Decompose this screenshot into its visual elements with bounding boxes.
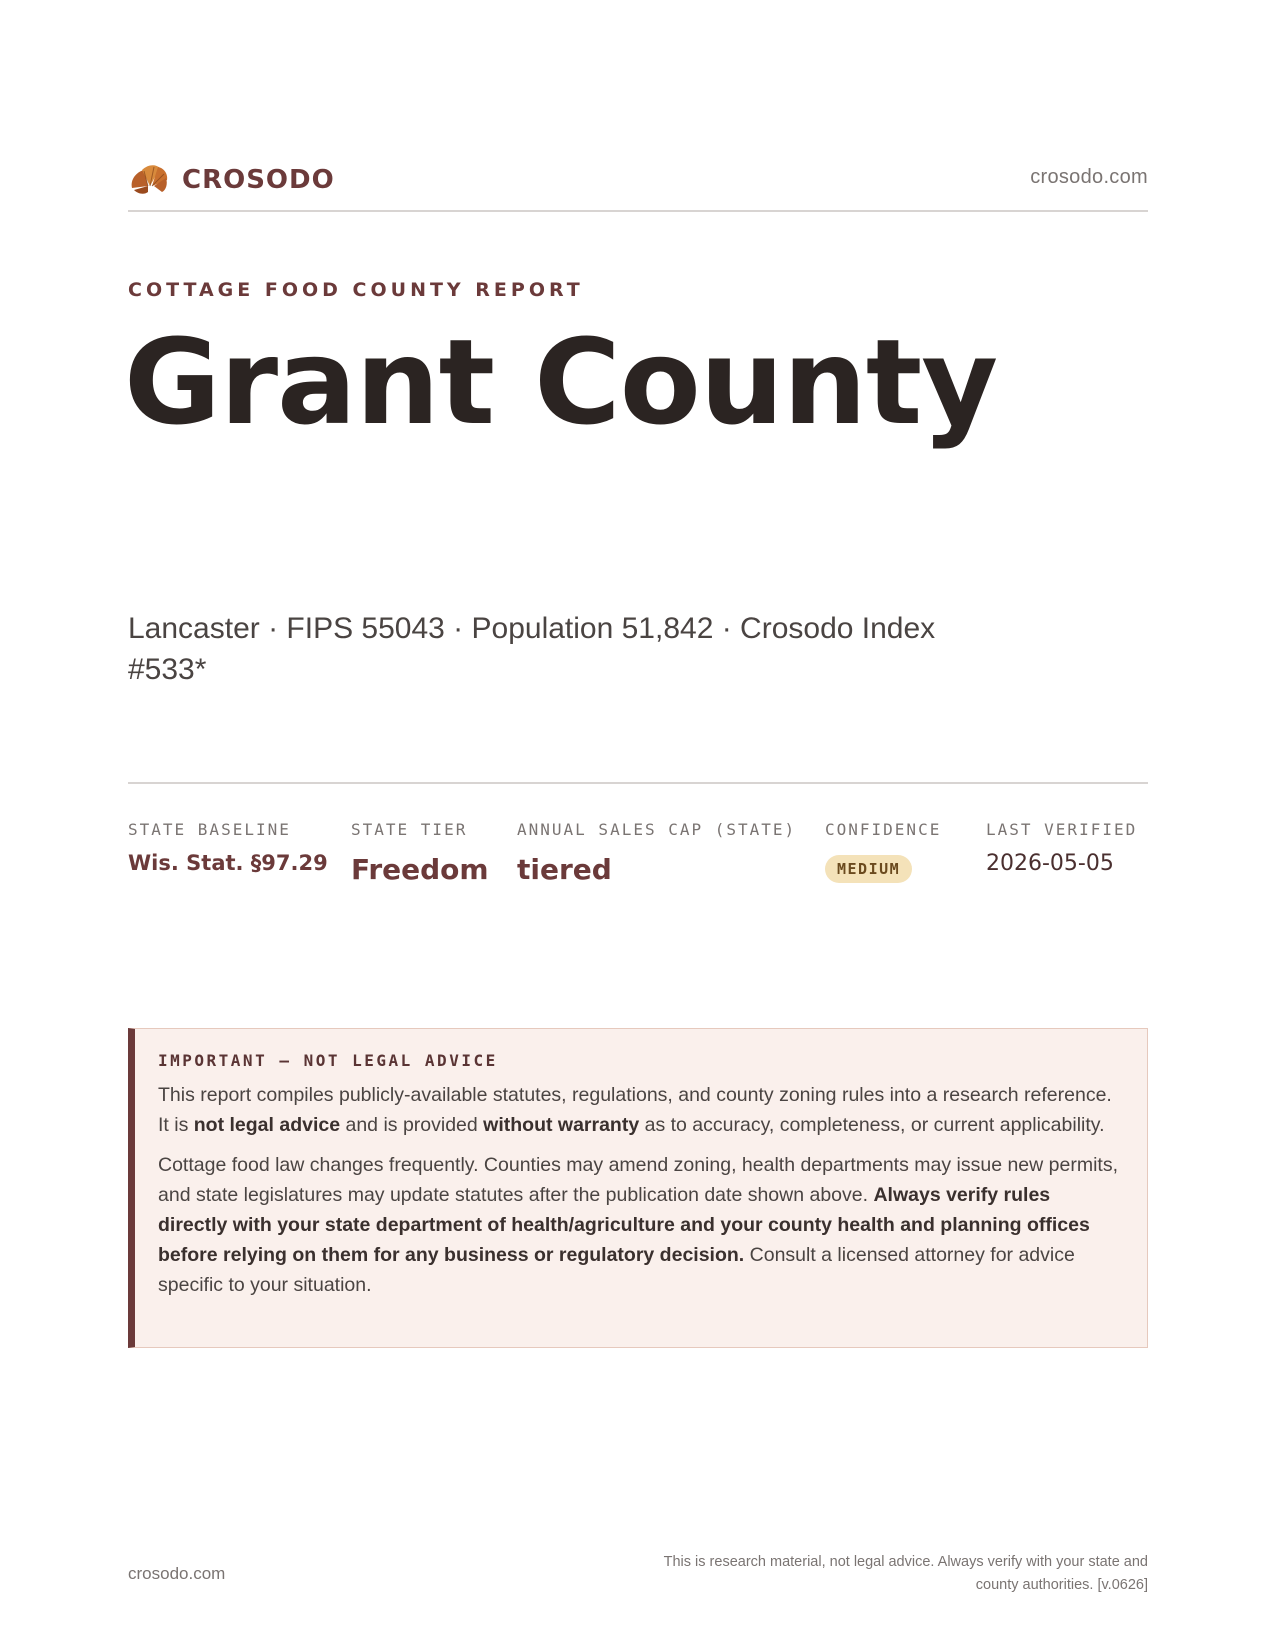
footer-disclaimer: This is research material, not legal advice. Always verify with your state and county authorities. [v.0626] (663, 1554, 1148, 1593)
divider (128, 782, 1148, 784)
stat-value: Wis. Stat. §97.29 (128, 851, 328, 875)
stat-value: Freedom (351, 853, 489, 886)
footer-site-link[interactable]: crosodo.com (128, 1564, 226, 1583)
notice-paragraph-2: Cottage food law changes frequently. Counties may amend zoning, health departments may issue new permits, and state legislatures may update statutes after the publication date shown above. Always verify rules directly with your state department of health/agriculture and your county health and planning offices before relying on them for any business or regulatory decision. Consult a licensed attorney for advice specific to your situation. (158, 1154, 1118, 1296)
legal-notice (128, 1028, 1148, 1348)
site-link[interactable]: crosodo.com (1030, 166, 1148, 188)
brand-name: CROSODO (182, 165, 335, 195)
notice-heading: IMPORTANT — NOT LEGAL ADVICE (158, 1051, 498, 1070)
page-title: Grant County (124, 313, 998, 451)
stat-label: CONFIDENCE (825, 820, 942, 839)
stat-label: STATE BASELINE (128, 820, 291, 839)
stat-label: STATE TIER (351, 820, 468, 839)
page-header (128, 158, 1148, 212)
stat-state-tier (351, 820, 517, 886)
stat-label: ANNUAL SALES CAP (STATE) (517, 820, 797, 839)
croissant-icon (128, 162, 170, 198)
stat-sales-cap (517, 820, 825, 886)
county-subtitle: Lancaster · FIPS 55043 · Population 51,842 · Crosodo Index #533* (128, 612, 936, 686)
confidence-badge: MEDIUM (825, 855, 912, 883)
stats-row (128, 820, 1148, 886)
notice-paragraph-1: This report compiles publicly-available statutes, regulations, and county zoning rules into a research reference. It is not legal advice and is provided without warranty as to accuracy, completeness, or current applicability. (158, 1084, 1112, 1136)
stat-value: 2026-05-05 (986, 851, 1114, 876)
report-page (124, 0, 1148, 1650)
stat-value: tiered (517, 853, 612, 886)
stat-state-baseline (128, 820, 351, 886)
stat-last-verified (986, 820, 1146, 886)
stat-label: LAST VERIFIED (986, 820, 1138, 839)
report-eyebrow: COTTAGE FOOD COUNTY REPORT (128, 279, 584, 301)
brand (128, 162, 335, 198)
stat-confidence (825, 820, 986, 886)
